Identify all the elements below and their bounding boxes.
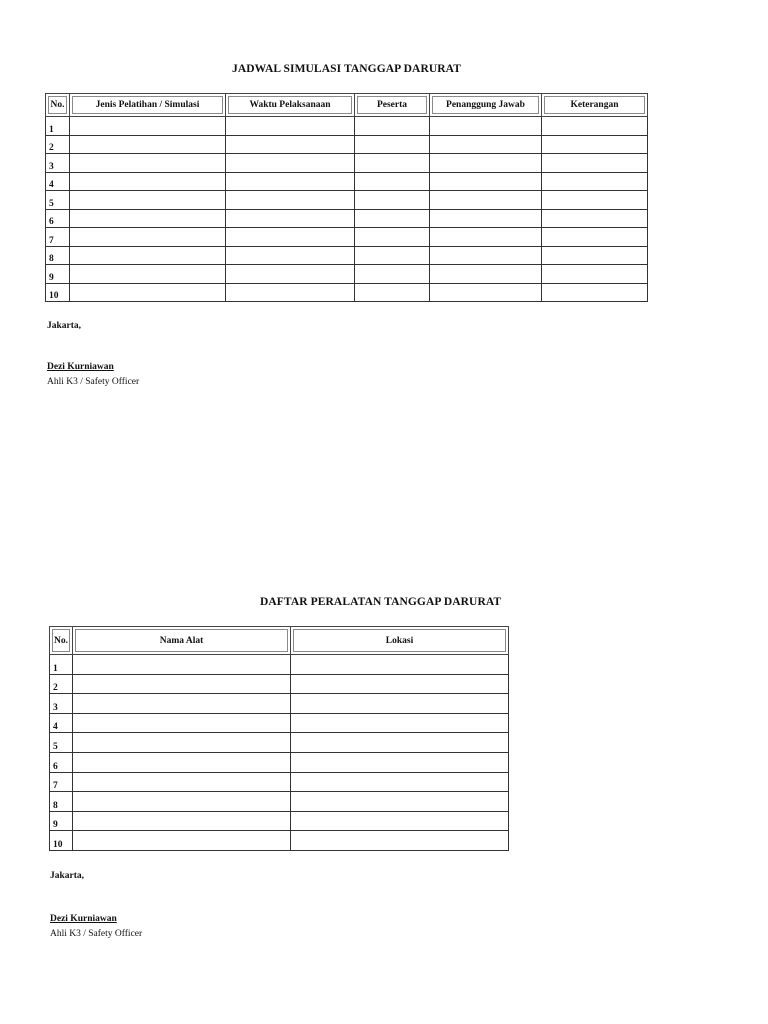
header-no: No. [50, 627, 73, 655]
row-number: 6 [46, 209, 70, 228]
empty-cell [355, 154, 430, 173]
empty-cell [291, 713, 509, 733]
empty-cell [291, 792, 509, 812]
empty-cell [430, 135, 542, 154]
empty-cell [355, 191, 430, 210]
empty-cell [73, 655, 291, 675]
table-row [46, 135, 648, 154]
empty-cell [70, 246, 226, 265]
empty-cell [355, 246, 430, 265]
table-row [50, 792, 509, 812]
empty-cell [291, 752, 509, 772]
empty-cell [70, 154, 226, 173]
header-remarks: Keterangan [542, 94, 648, 117]
empty-cell [430, 228, 542, 247]
table-row [46, 265, 648, 284]
row-number: 2 [46, 135, 70, 154]
empty-cell [226, 283, 355, 302]
empty-cell [542, 154, 648, 173]
empty-cell [542, 228, 648, 247]
empty-cell [73, 811, 291, 831]
schedule-header-row [46, 94, 648, 117]
table-row [46, 209, 648, 228]
empty-cell [355, 283, 430, 302]
schedule-table [45, 93, 648, 302]
row-number: 4 [50, 713, 73, 733]
equipment-header-row [50, 627, 509, 655]
table-row [50, 674, 509, 694]
empty-cell [542, 172, 648, 191]
empty-cell [355, 172, 430, 191]
equipment-table [49, 626, 509, 851]
empty-cell [542, 246, 648, 265]
empty-cell [291, 655, 509, 675]
empty-cell [73, 831, 291, 851]
table-row [50, 713, 509, 733]
header-execution-time: Waktu Pelaksanaan [226, 94, 355, 117]
empty-cell [291, 674, 509, 694]
row-number: 3 [50, 694, 73, 714]
table-row [50, 831, 509, 851]
row-number: 5 [46, 191, 70, 210]
empty-cell [73, 772, 291, 792]
empty-cell [355, 117, 430, 136]
empty-cell [430, 154, 542, 173]
empty-cell [70, 172, 226, 191]
table-row [46, 154, 648, 173]
header-training-type: Jenis Pelatihan / Simulasi [70, 94, 226, 117]
header-location: Lokasi [291, 627, 509, 655]
empty-cell [70, 135, 226, 154]
empty-cell [542, 283, 648, 302]
table-row [46, 117, 648, 136]
empty-cell [73, 694, 291, 714]
signer-name: Dezi Kurniawan [50, 914, 117, 924]
row-number: 9 [46, 265, 70, 284]
row-number: 5 [50, 733, 73, 753]
empty-cell [73, 733, 291, 753]
table-row [50, 733, 509, 753]
row-number: 9 [50, 811, 73, 831]
empty-cell [542, 191, 648, 210]
row-number: 6 [50, 752, 73, 772]
empty-cell [226, 209, 355, 228]
empty-cell [70, 265, 226, 284]
empty-cell [355, 265, 430, 284]
table-row [46, 246, 648, 265]
empty-cell [291, 772, 509, 792]
empty-cell [70, 117, 226, 136]
empty-cell [542, 117, 648, 136]
empty-cell [226, 172, 355, 191]
row-number: 8 [46, 246, 70, 265]
signer-name: Dezi Kurniawan [47, 362, 114, 372]
header-person-in-charge: Penanggung Jawab [430, 94, 542, 117]
empty-cell [355, 135, 430, 154]
empty-cell [542, 265, 648, 284]
table-row [46, 228, 648, 247]
row-number: 7 [46, 228, 70, 247]
empty-cell [73, 674, 291, 694]
empty-cell [70, 283, 226, 302]
header-participants: Peserta [355, 94, 430, 117]
signer-title: Ahli K3 / Safety Officer [50, 929, 143, 939]
empty-cell [70, 209, 226, 228]
row-number: 10 [46, 283, 70, 302]
table-row [46, 283, 648, 302]
empty-cell [70, 228, 226, 247]
empty-cell [70, 191, 226, 210]
empty-cell [226, 228, 355, 247]
empty-cell [226, 135, 355, 154]
row-number: 10 [50, 831, 73, 851]
empty-cell [430, 246, 542, 265]
empty-cell [430, 265, 542, 284]
table-row [50, 752, 509, 772]
empty-cell [291, 694, 509, 714]
signature-place: Jakarta, [47, 321, 82, 331]
empty-cell [226, 191, 355, 210]
table-row [50, 811, 509, 831]
header-tool-name: Nama Alat [73, 627, 291, 655]
table-row [46, 172, 648, 191]
equipment-title: DAFTAR PERALATAN TANGGAP DARURAT [260, 596, 502, 608]
empty-cell [430, 209, 542, 228]
row-number: 7 [50, 772, 73, 792]
empty-cell [542, 209, 648, 228]
table-row [46, 191, 648, 210]
empty-cell [542, 135, 648, 154]
empty-cell [430, 283, 542, 302]
empty-cell [430, 191, 542, 210]
schedule-table-body [46, 117, 648, 302]
empty-cell [73, 713, 291, 733]
empty-cell [430, 172, 542, 191]
empty-cell [291, 733, 509, 753]
row-number: 4 [46, 172, 70, 191]
empty-cell [226, 117, 355, 136]
signature-place: Jakarta, [50, 871, 85, 881]
empty-cell [226, 154, 355, 173]
row-number: 1 [46, 117, 70, 136]
row-number: 2 [50, 674, 73, 694]
equipment-table-body [50, 655, 509, 851]
table-row [50, 694, 509, 714]
row-number: 8 [50, 792, 73, 812]
empty-cell [291, 831, 509, 851]
empty-cell [73, 752, 291, 772]
empty-cell [355, 228, 430, 247]
row-number: 1 [50, 655, 73, 675]
empty-cell [226, 265, 355, 284]
empty-cell [355, 209, 430, 228]
table-row [50, 772, 509, 792]
empty-cell [73, 792, 291, 812]
empty-cell [430, 117, 542, 136]
header-no: No. [46, 94, 70, 117]
table-row [50, 655, 509, 675]
empty-cell [291, 811, 509, 831]
schedule-title: JADWAL SIMULASI TANGGAP DARURAT [232, 63, 461, 75]
signer-title: Ahli K3 / Safety Officer [47, 377, 140, 387]
empty-cell [226, 246, 355, 265]
row-number: 3 [46, 154, 70, 173]
